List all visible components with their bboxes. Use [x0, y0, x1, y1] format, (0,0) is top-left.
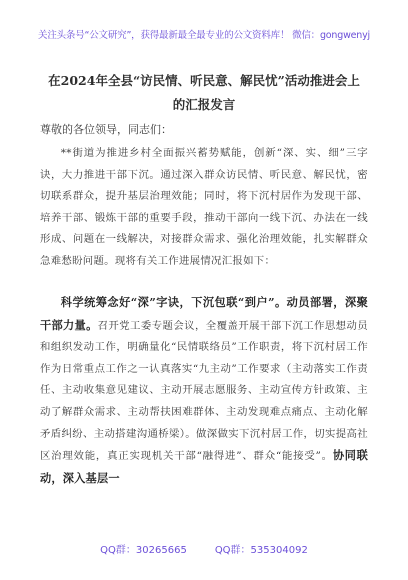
title-line-2: 的汇报发言 — [172, 97, 236, 112]
footer-contacts — [0, 541, 408, 556]
promo-banner: 关注头条号“公文研究”，获得最新最全最专业的公文资料库！ 微信：gongwenyj — [38, 30, 370, 41]
qq-group-1: QQ群：30265665 — [100, 545, 187, 556]
document-title — [40, 69, 368, 117]
title-line-1: 在2024年全县“访民情、听民意、解民忧”活动推进会上 — [48, 73, 360, 88]
paragraph-intro: **街道为推进乡村全面振兴蓄势赋能，创新“深、实、细”三字诀，大力推进干部下沉。通过深入群众访民情、听民意、解民忧，密切联系群众，提升基层治理效能；同时，将下沉村居作为发现干部、培养干部、锻炼干部的重要手段，推动干部向一线下沉、办法在一线形成、问题在一线解决，对接群众需求、强化治理效能，扎实解群众急难愁盼问题。现将有关工作进展情况汇报如下： — [40, 147, 368, 267]
section-heading: 科学统筹念好“深”字诀，下沉包联“到户”。动员部署，深聚干部力量。 — [40, 295, 368, 332]
section-body: 召开党工委专题会议，全覆盖开展干部下沉工作思想动员和组织发动工作，明确量化“民情联络员”工作职责，将下沉村居工作作为日常重点工作之一认真落实“九主动”工作要求（主动落实工作责任、主动收集意见建议、主动开展志愿服务、主动宣传方针政策、主动了解群众需求、主动帮扶困难群体、主动发现难点痛点、主动化解矛盾纠纷、主动搭建沟通桥梁）。做深做实下沉村居工作，切实提高社区治理效能，真正实现机关干部“融得进”、群众“能接受”。 — [40, 319, 368, 463]
salutation: 尊敬的各位领导，同志们： — [40, 123, 172, 136]
qq-group-2: QQ群：535304092 — [214, 545, 308, 556]
section-next-heading: 协同联动，深入基层一 — [40, 448, 368, 485]
paragraph-section-1 — [40, 292, 368, 490]
